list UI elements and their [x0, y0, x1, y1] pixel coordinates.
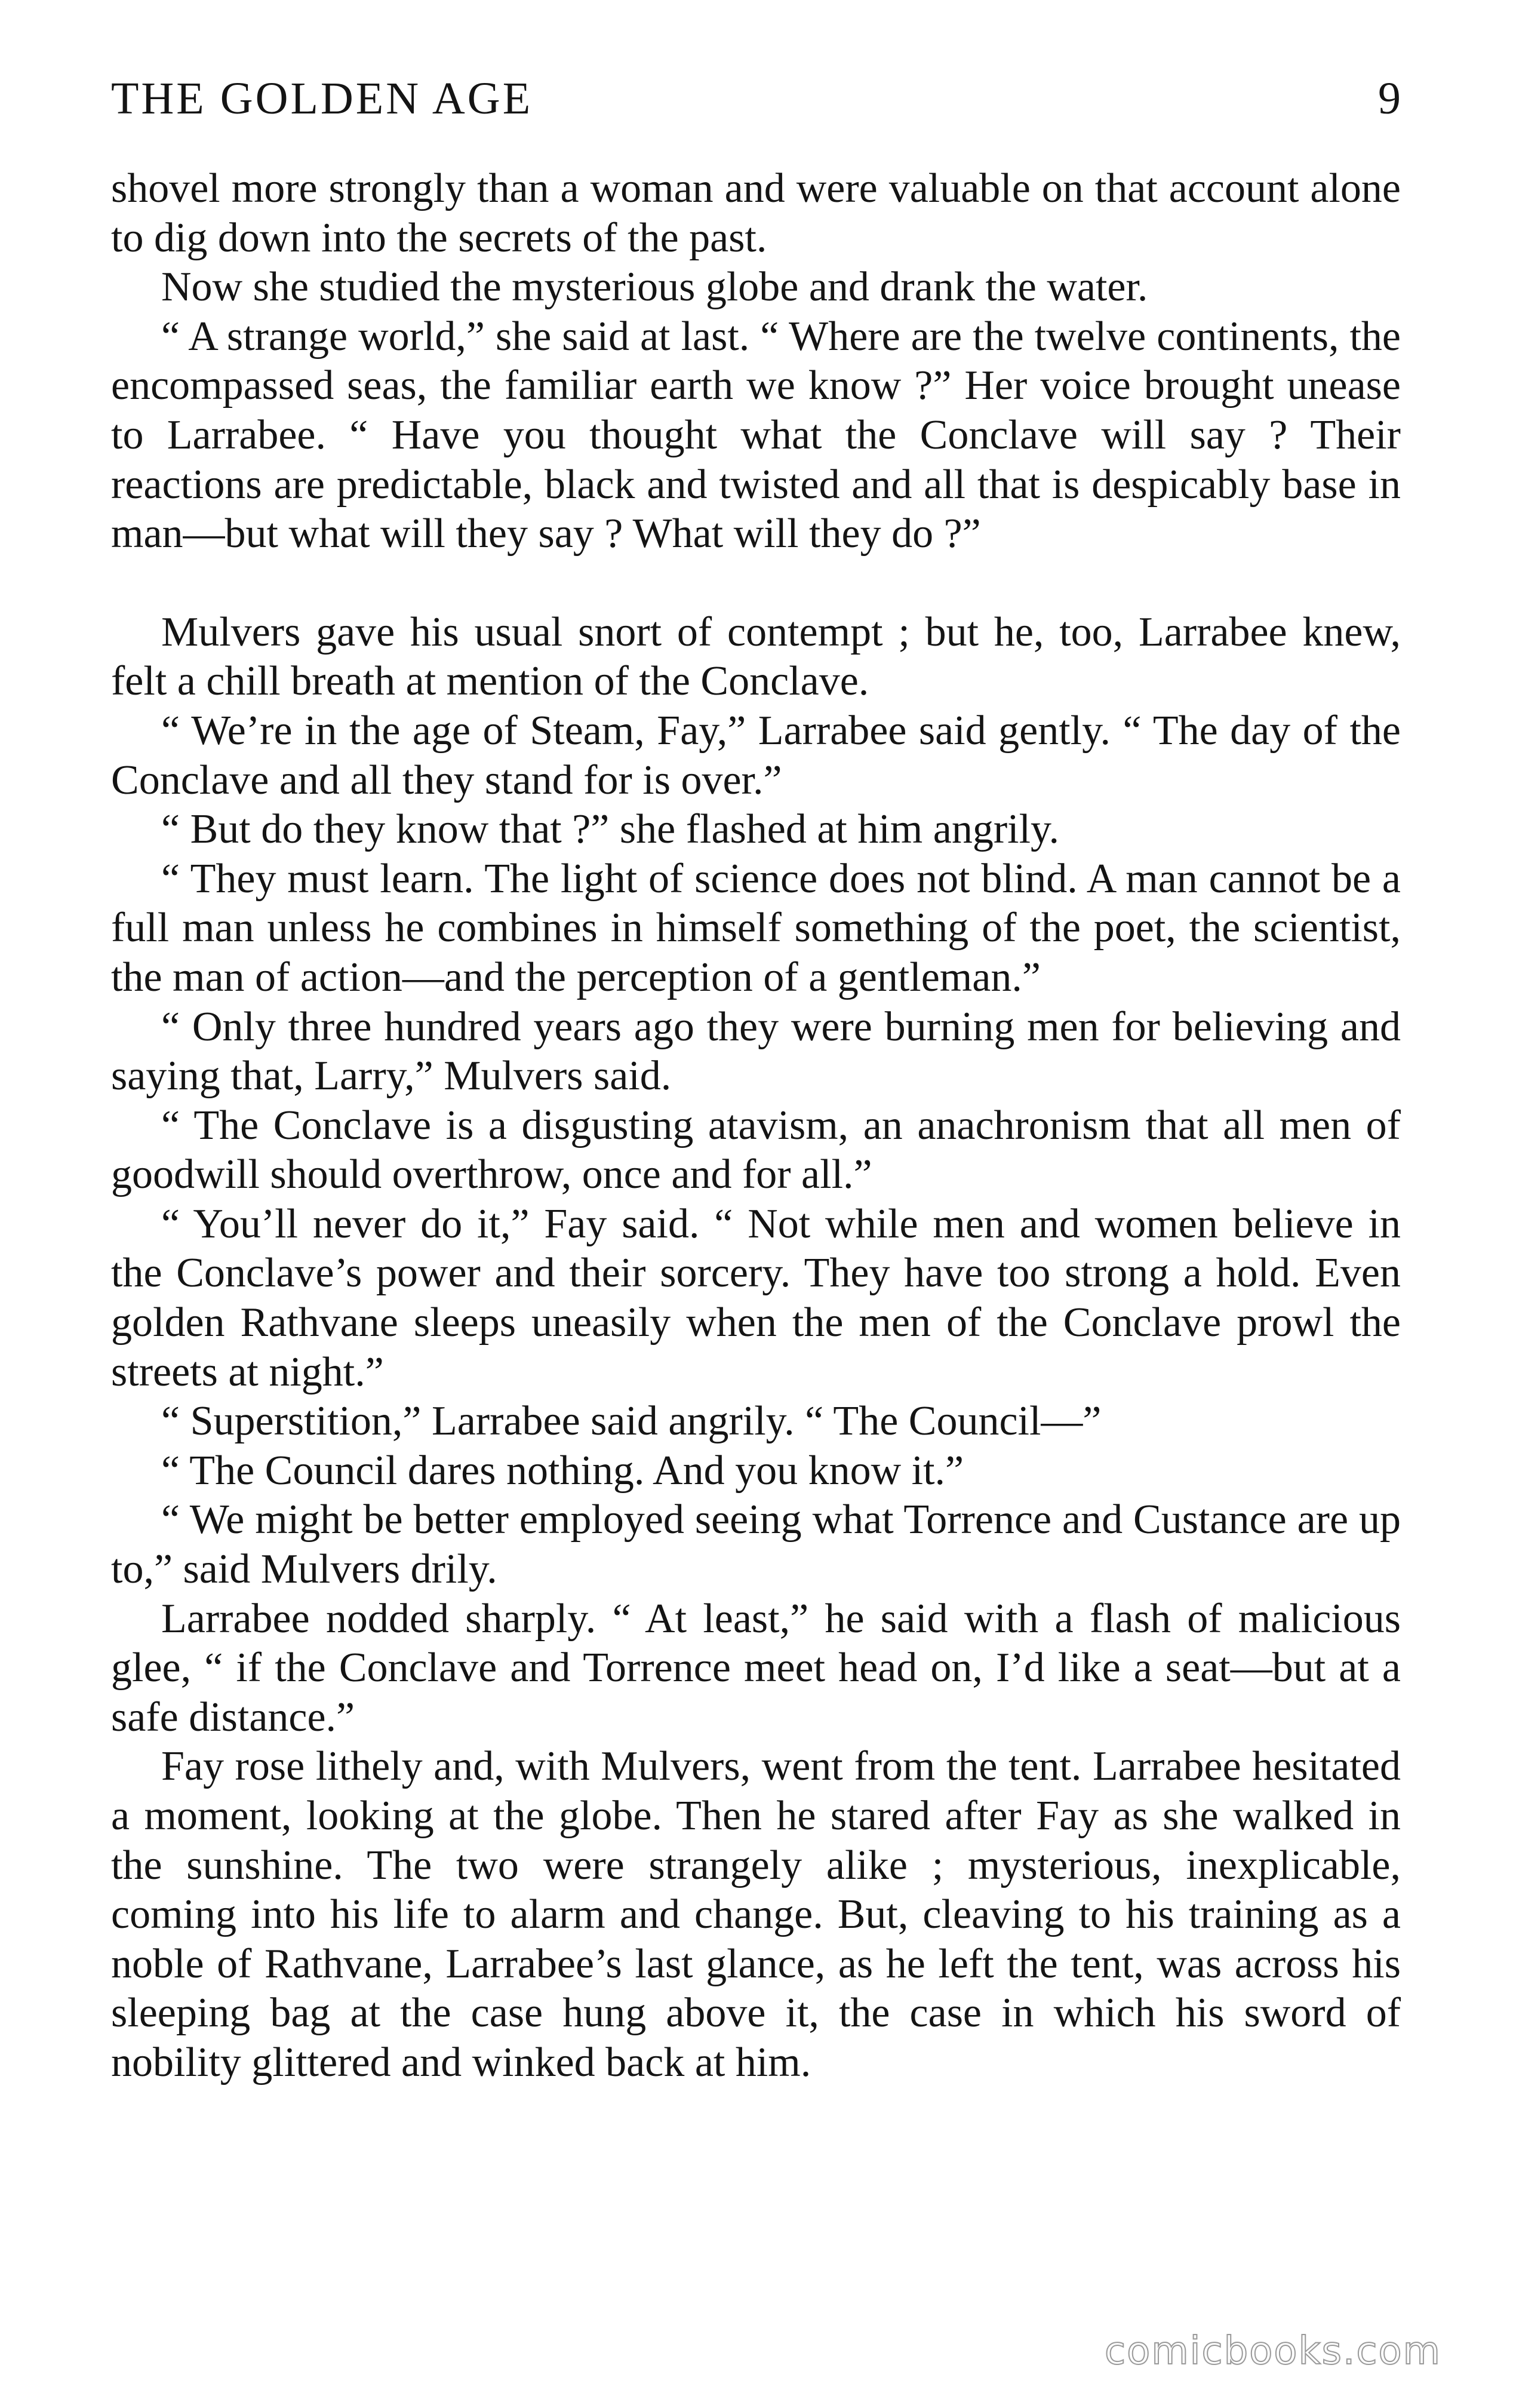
paragraph: shovel more strongly than a woman and were valuable on that account alone to dig down into the secrets of the past. [111, 165, 1401, 261]
paragraph: “ Only three hundred years ago they were burning men for believing and saying that, Larry,” Mulvers said. [111, 1003, 1401, 1099]
page-number: 9 [1378, 73, 1401, 124]
paragraph: “ They must learn. The light of science does not blind. A man cannot be a full man unless he combines in himself something of the poet, the scientist, the man of action—and the perception of a gentleman.” [111, 855, 1401, 1000]
paragraph: Now she studied the mysterious globe and drank the water. [161, 264, 1148, 311]
paragraph: “ A strange world,” she said at last. “ Where are the twelve continents, the encompassed seas, the familiar earth we know ?” Her voice brought unease to Larrabee. “ Have you thought what the Conclave will say ? Their reactions are predictable, black and twisted and all that is despicably base in man—but what will they say ? What will they do ?” [111, 313, 1401, 557]
paragraph: Larrabee nodded sharply. “ At least,” he said with a flash of malicious glee, “ if the Conclave and Torrence meet head on, I’d like a seat—but at a safe distance.” [111, 1595, 1401, 1740]
watermark: comicbooks.com [1104, 2329, 1441, 2373]
paragraph: “ The Conclave is a disgusting atavism, an anachronism that all men of goodwill should overthrow, once and for all.” [111, 1102, 1401, 1198]
paragraph: “ Superstition,” Larrabee said angrily. “ The Council—” [161, 1398, 1102, 1445]
page-header [111, 66, 1401, 131]
paragraph: “ We might be better employed seeing what Torrence and Custance are up to,” said Mulvers drily. [111, 1497, 1401, 1593]
paragraph: “ You’ll never do it,” Fay said. “ Not while men and women believe in the Conclave’s power and their sorcery. They have too strong a hold. Even golden Rathvane sleeps uneasily when the men of the Conclave prowl the streets at night.” [111, 1200, 1401, 1395]
paragraph: Mulvers gave his usual snort of contempt ; but he, too, Larrabee knew, felt a chill breath at mention of the Conclave. [111, 609, 1401, 705]
paragraph: “ The Council dares nothing. And you know it.” [161, 1447, 964, 1494]
paragraph: Fay rose lithely and, with Mulvers, went from the tent. Larrabee hesitated a moment, looking at the globe. Then he stared after Fay as she walked in the sunshine. The two were strangely alike ; mysterious, inexplicable, coming into his life to alarm and change. But, cleaving to his training as a noble of Rathvane, Larrabee’s last glance, as he left the tent, was across his sleeping bag at the case hung above it, the case in which his sword of nobility glittered and winked back at him. [111, 1743, 1401, 2086]
paragraph: “ We’re in the age of Steam, Fay,” Larrabee said gently. “ The day of the Conclave and all they stand for is over.” [111, 707, 1401, 803]
running-head: THE GOLDEN AGE [111, 73, 533, 124]
paragraph: “ But do they know that ?” she flashed at him angrily. [161, 806, 1059, 853]
body-text [111, 164, 1401, 2088]
